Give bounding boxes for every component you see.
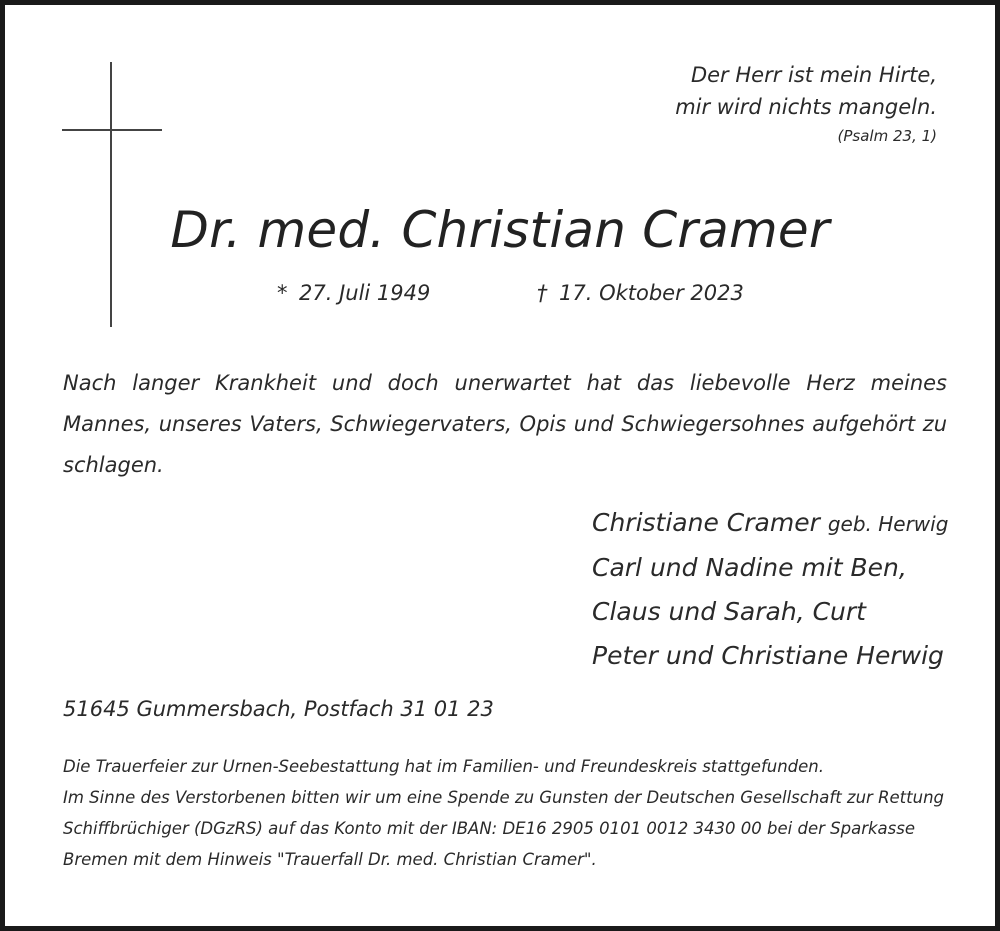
death-cross-icon: † (537, 281, 548, 305)
psalm-line-2: mir wird nichts mangeln. (675, 95, 937, 119)
ceremony-note: Die Trauerfeier zur Urnen-Seebestattung hat im Familien- und Freundeskreis stattgefunden. (63, 757, 824, 776)
announcement-text: Nach langer Krankheit und doch unerwartet hat das liebevolle Herz meines Mannes, unseres Vaters, Schwiegervaters, Opis und Schwiegersohnes aufgehört zu schlagen. (63, 371, 947, 477)
birth-date-line (277, 281, 430, 305)
cross-icon-horizontal (62, 129, 162, 131)
notes (63, 751, 947, 875)
mourner-line-3: Claus und Sarah, Curt (592, 597, 866, 626)
mourner-line-4: Peter und Christiane Herwig (592, 641, 944, 670)
mourners-list (592, 501, 948, 678)
birth-date: 27. Juli 1949 (299, 281, 431, 305)
birth-star-icon: * (277, 281, 288, 305)
psalm-line-1: Der Herr ist mein Hirte, (690, 63, 937, 87)
mourner-line-2: Carl und Nadine mit Ben, (592, 553, 907, 582)
death-date: 17. Oktober 2023 (559, 281, 744, 305)
family-address: 51645 Gummersbach, Postfach 31 01 23 (63, 697, 494, 721)
mourner-widow-name: Christiane Cramer (592, 508, 820, 537)
mourner-line-1 (592, 501, 948, 546)
death-date-line (537, 281, 744, 305)
psalm-reference: (Psalm 23, 1) (837, 127, 937, 145)
mourner-widow-maiden-name: geb. Herwig (827, 512, 949, 536)
deceased-name: Dr. med. Christian Cramer (170, 201, 830, 259)
psalm-quote (675, 59, 937, 149)
cross-icon-vertical (110, 62, 112, 327)
donation-note: Im Sinne des Verstorbenen bitten wir um eine Spende zu Gunsten der Deutschen Gesellschaft zur Rettung Schiffbrüchiger (DGzRS) auf das Konto mit der IBAN: DE16 2905 0101 0012 3430 00 bei der Sparkasse Bremen mit dem Hinweis "Trauerfall Dr. med. Christian Cramer". (63, 788, 945, 869)
